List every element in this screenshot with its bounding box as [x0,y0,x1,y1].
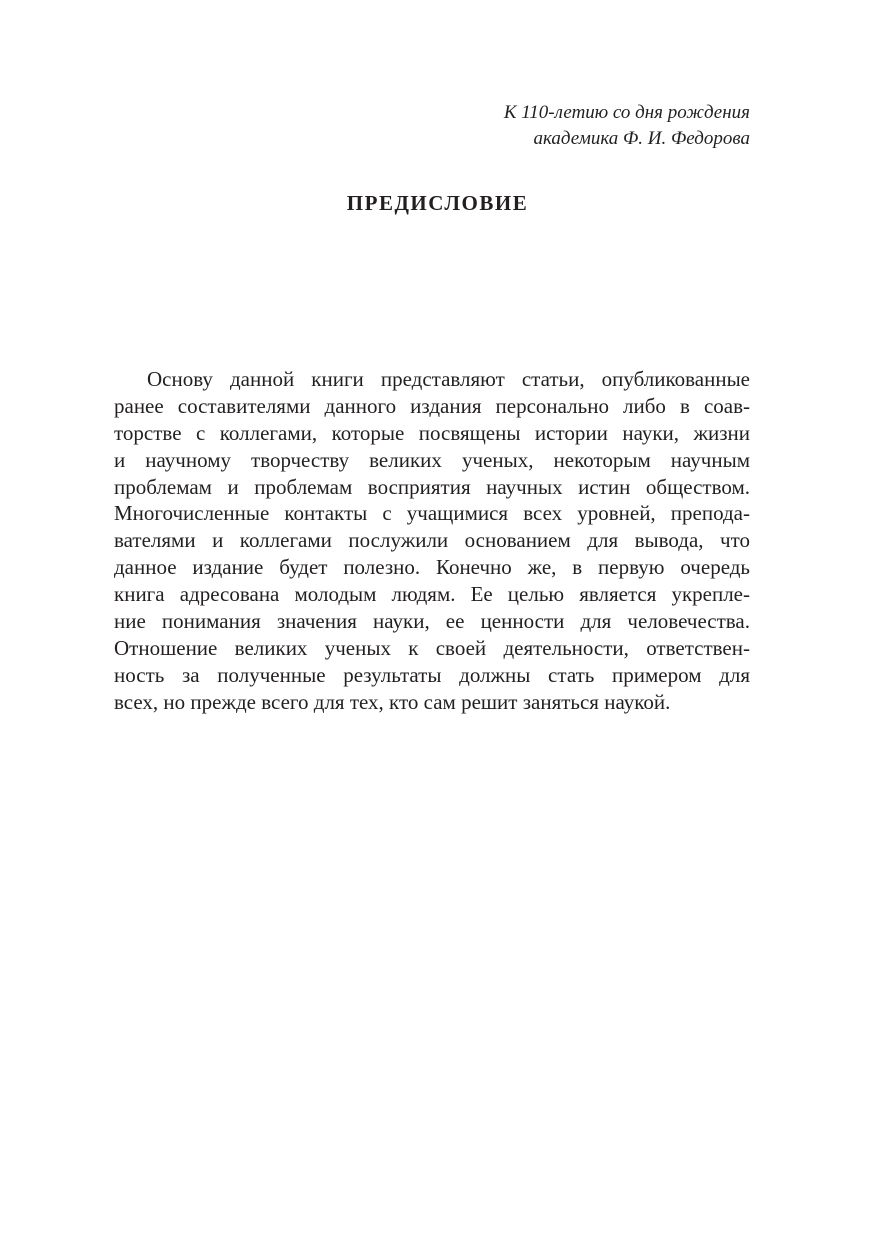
paragraph-line: Основу данной книги представляют статьи, опубликованные [147,367,750,391]
paragraph-line: Многочисленные контакты с учащимися всех уровней, препода- [114,501,750,526]
page-title: ПРЕДИСЛОВИЕ [346,191,529,215]
paragraph-line: книга адресована молодым людям. Ее целью является укрепле- [114,582,750,607]
paragraph-line: вателями и коллегами послужили основанием для вывода, что [114,528,750,553]
preface-paragraph [114,366,750,716]
paragraph-line: ность за полученные результаты должны стать примером для [114,662,750,687]
paragraph-line: данное издание будет полезно. Конечно же, в первую очередь [114,555,750,580]
paragraph-line: и научному творчеству великих ученых, некоторым научным [114,447,750,472]
paragraph-line: ранее составителями данного издания персонально либо в соав- [114,393,750,418]
dedication-epigraph [350,100,750,152]
dedication-line-2: академика Ф. И. Федорова [533,128,750,149]
paragraph-line: торстве с коллегами, которые посвящены истории науки, жизни [114,420,750,445]
paragraph-line: Отношение великих ученых к своей деятельности, ответствен- [114,635,750,660]
paragraph-line: проблемам и проблемам восприятия научных истин обществом. [114,474,750,499]
dedication-line-1: К 110-летию со дня рождения [503,102,750,123]
paragraph-line: всех, но прежде всего для тех, кто сам решит заняться наукой. [114,689,671,714]
paragraph-line: ние понимания значения науки, ее ценности для человечества. [114,609,750,634]
